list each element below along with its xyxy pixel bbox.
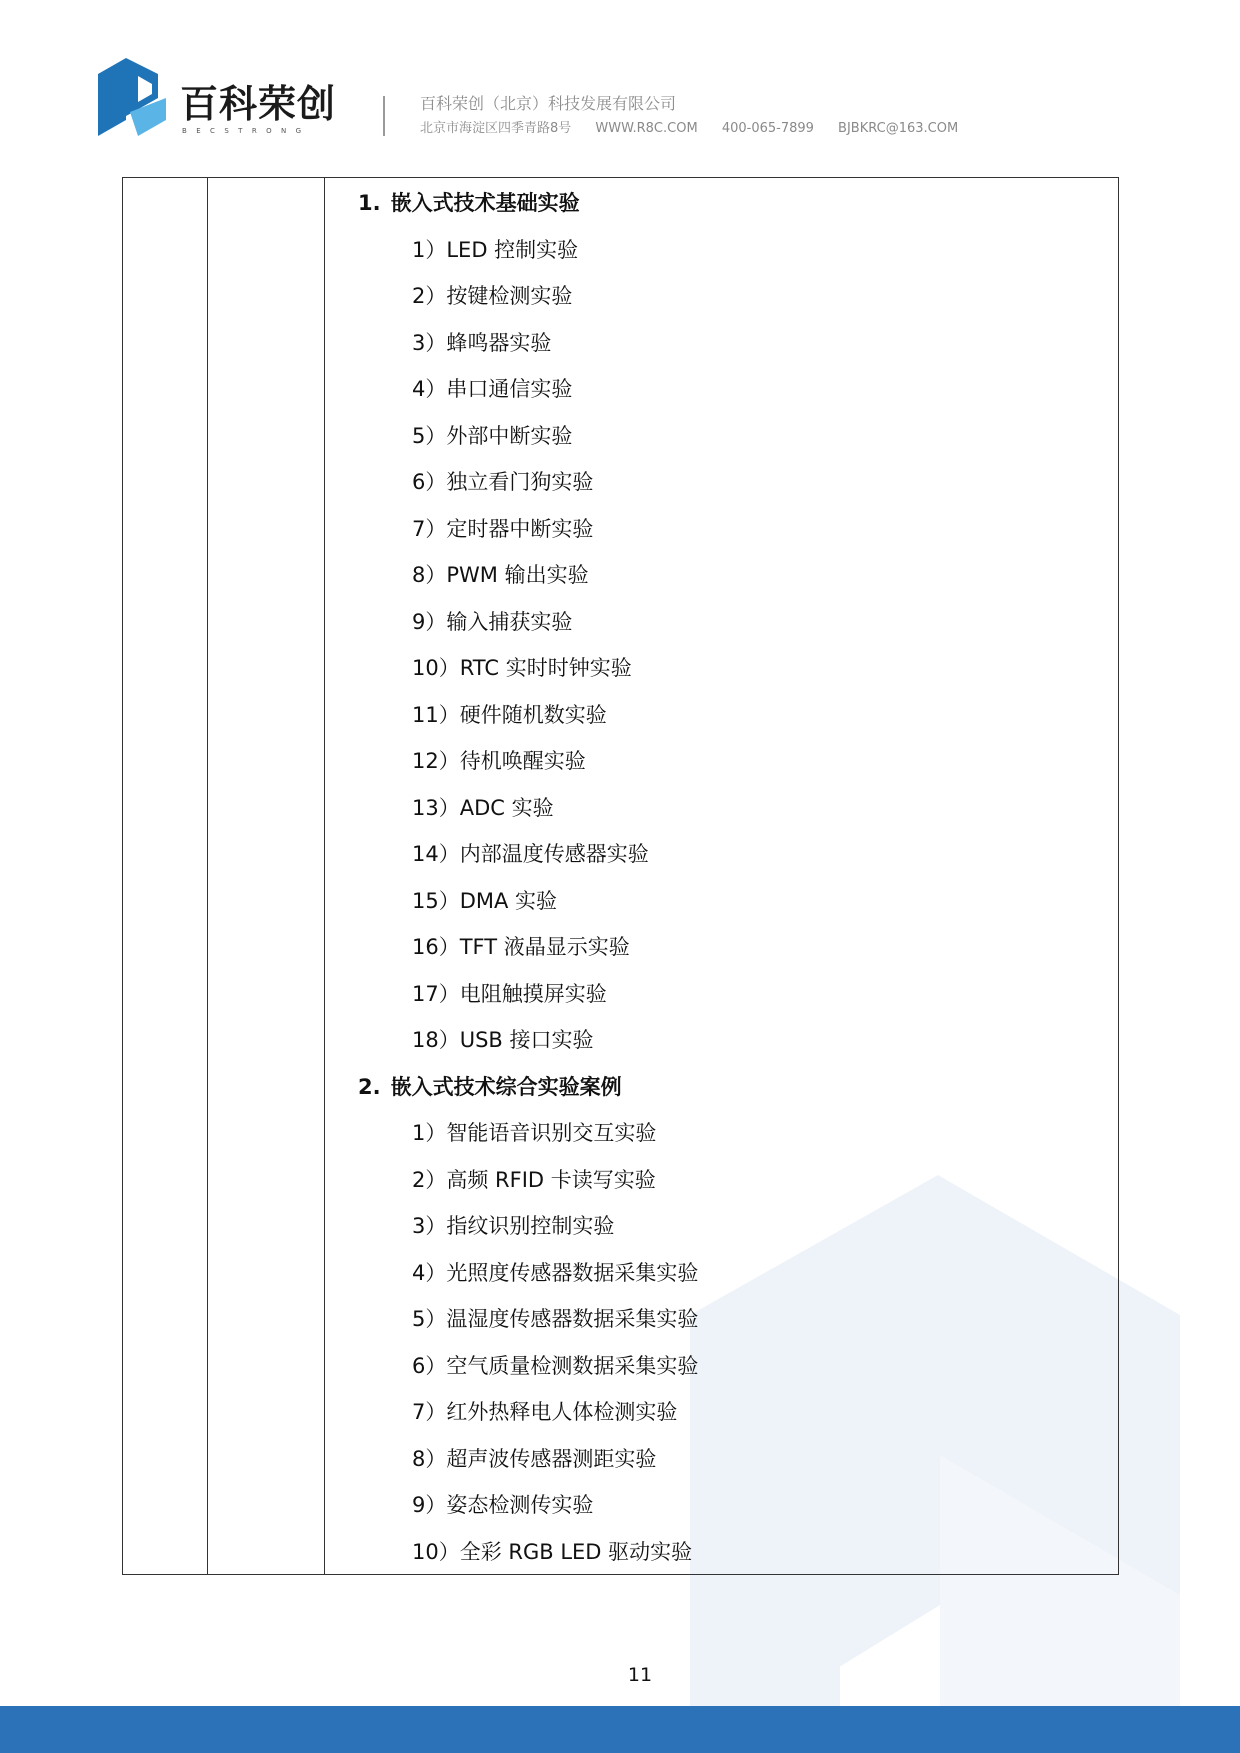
list-item: 6）空气质量检测数据采集实验 (412, 1353, 699, 1378)
list-item: 2）高频 RFID 卡读写实验 (412, 1167, 656, 1192)
address: 北京市海淀区四季青路8号 (420, 121, 572, 136)
company-logo-icon (98, 58, 166, 136)
table-column-divider (324, 177, 325, 1575)
page-number: 11 (627, 1664, 653, 1686)
list-item: 3）蜂鸣器实验 (412, 330, 552, 355)
list-item: 9）姿态检测传实验 (412, 1493, 594, 1517)
list-item: 8）超声波传感器测距实验 (412, 1446, 657, 1471)
logo-text: 百科荣创 (180, 82, 337, 126)
list-item: 7）红外热释电人体检测实验 (412, 1400, 678, 1424)
list-item: 12）待机唤醒实验 (412, 749, 586, 773)
list-item: 4）串口通信实验 (412, 377, 573, 401)
logo-subtitle: BECSTRONG (182, 127, 311, 135)
list-item: 10）全彩 RGB LED 驱动实验 (412, 1539, 693, 1564)
list-item: 5）外部中断实验 (412, 423, 573, 448)
list-item: 18）USB 接口实验 (412, 1028, 594, 1052)
list-item: 8）PWM 输出实验 (412, 563, 589, 587)
list-item: 14）内部温度传感器实验 (412, 842, 649, 866)
list-item: 4）光照度传感器数据采集实验 (412, 1260, 699, 1285)
website: WWW.R8C.COM (595, 121, 698, 136)
section-title: 1. 嵌入式技术基础实验 (358, 191, 580, 215)
section-title: 2. 嵌入式技术综合实验案例 (358, 1074, 622, 1099)
company-name: 百科荣创（北京）科技发展有限公司 (420, 94, 677, 113)
list-item: 13）ADC 实验 (412, 795, 554, 820)
list-item: 9）输入捕获实验 (412, 609, 573, 634)
list-item: 10）RTC 实时时钟实验 (412, 656, 632, 680)
list-item: 17）电阻触摸屏实验 (412, 981, 607, 1006)
list-item: 2）按键检测实验 (412, 284, 573, 308)
table-column-divider (207, 177, 208, 1575)
phone: 400-065-7899 (721, 121, 814, 136)
list-item: 3）指纹识别控制实验 (412, 1214, 615, 1238)
list-item: 1）智能语音识别交互实验 (412, 1121, 657, 1145)
email: BJBKRC@163.COM (838, 121, 959, 136)
footer-bar (0, 1706, 1240, 1753)
list-item: 15）DMA 实验 (412, 888, 558, 913)
contact-info (420, 121, 978, 137)
experiment-list (358, 180, 1098, 1575)
list-item: 11）硬件随机数实验 (412, 702, 607, 727)
list-item: 7）定时器中断实验 (412, 516, 594, 541)
header-divider (383, 96, 385, 136)
list-item: 1）LED 控制实验 (412, 237, 579, 262)
list-item: 16）TFT 液晶显示实验 (412, 935, 630, 959)
list-item: 5）温湿度传感器数据采集实验 (412, 1307, 699, 1331)
list-item: 6）独立看门狗实验 (412, 470, 594, 494)
